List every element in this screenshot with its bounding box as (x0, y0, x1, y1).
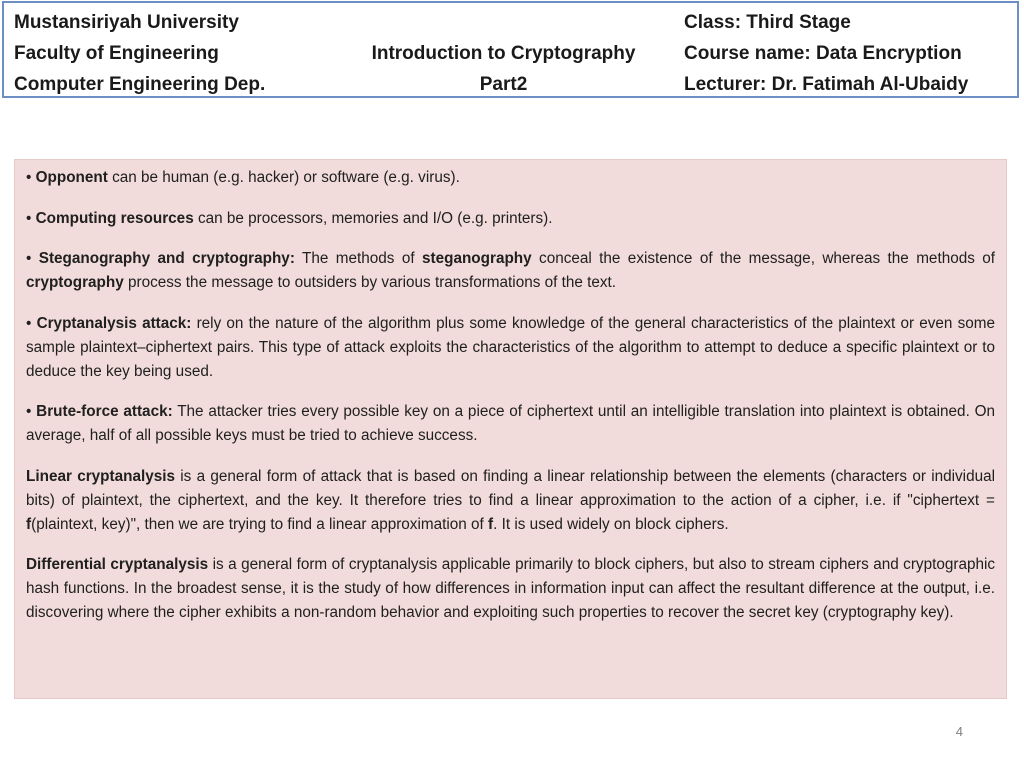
paragraph-text: (plaintext, key)", then we are trying to find a linear approximation of (31, 515, 489, 533)
function-f: f (488, 515, 494, 533)
content-box (14, 159, 1007, 699)
steganography-paragraph (26, 247, 995, 295)
bullet: • (26, 403, 32, 420)
bullet: • (26, 169, 32, 186)
faculty-name: Faculty of Engineering (14, 43, 219, 64)
bullet: • (26, 314, 32, 332)
term-computing-resources: Computing resources (35, 209, 194, 227)
opponent-paragraph (26, 166, 995, 190)
paragraph-text: is a general form of cryptanalysis applicable primarily to block ciphers, but also to stream ciphers and cryptographic hash functions. In the broadest sense, it is the study of how differences in information input can affect the resultant difference at the output, i.e. discovering where the cipher exhibits a non-random behavior and exploiting such properties to recover the secret key (cryptography key). (26, 556, 996, 621)
bullet: • (26, 209, 32, 227)
lecturer-label: Lecturer: Dr. Fatimah Al-Ubaidy (684, 74, 969, 95)
brute-force-paragraph (26, 400, 995, 448)
header-right (684, 7, 968, 100)
cryptanalysis-paragraph (26, 312, 995, 384)
class-label: Class: Third Stage (684, 12, 851, 33)
header-left (14, 7, 265, 100)
lecture-title: Introduction to Cryptography (371, 43, 636, 64)
paragraph-text: The attacker tries every possible key on a piece of ciphertext until an intelligible translation into plaintext is obtained. On average, half of all possible keys must be tried to achieve success. (26, 403, 995, 444)
computing-resources-paragraph (26, 207, 995, 231)
term-differential-cryptanalysis: Differential cryptanalysis (26, 556, 209, 573)
paragraph-text: conceal the existence of the message, whereas the methods of (531, 250, 996, 267)
course-label: Course name: Data Encryption (684, 43, 962, 64)
department-name: Computer Engineering Dep. (14, 74, 266, 95)
university-name: Mustansiriyah University (14, 12, 239, 33)
term-cryptography: cryptography (26, 274, 124, 291)
paragraph-text: process the message to outsiders by various transformations of the text. (123, 274, 617, 291)
linear-cryptanalysis-paragraph (26, 465, 995, 537)
term-brute-force: Brute-force attack: (36, 403, 173, 420)
term-opponent: Opponent (35, 169, 108, 186)
paragraph-text: can be human (e.g. hacker) or software (e.g. virus). (107, 169, 460, 186)
bullet: • (26, 250, 32, 267)
paragraph-text: is a general form of attack that is based on finding a linear relationship between the elements (characters or individual bits) of plaintext, the ciphertext, and the key. It therefore tries to find a linear approximation to the action of a cipher, i.e. if "ciphertext = (26, 467, 995, 509)
term-linear-cryptanalysis: Linear cryptanalysis (26, 467, 175, 485)
paragraph-text: . It is used widely on block ciphers. (493, 515, 729, 533)
term-cryptanalysis-attack: Cryptanalysis attack: (36, 314, 192, 332)
differential-cryptanalysis-paragraph (26, 553, 995, 625)
paragraph-text: The methods of (294, 250, 422, 267)
term-steganography: steganography (422, 250, 532, 267)
page-number: 4 (955, 724, 963, 739)
header-box (2, 1, 1019, 98)
term-steganography-cryptography: Steganography and cryptography: (38, 250, 295, 267)
paragraph-text: rely on the nature of the algorithm plus some knowledge of the general characteristics of the plaintext or even some sample plaintext–ciphertext pairs. This type of attack exploits the characteristics of the algorithm to attempt to deduce a specific plaintext or to deduce the key being used. (26, 314, 996, 380)
paragraph-text: can be processors, memories and I/O (e.g. printers). (193, 209, 553, 227)
header-center (346, 7, 661, 100)
lecture-part: Part2 (479, 74, 528, 95)
function-f: f (26, 515, 32, 533)
